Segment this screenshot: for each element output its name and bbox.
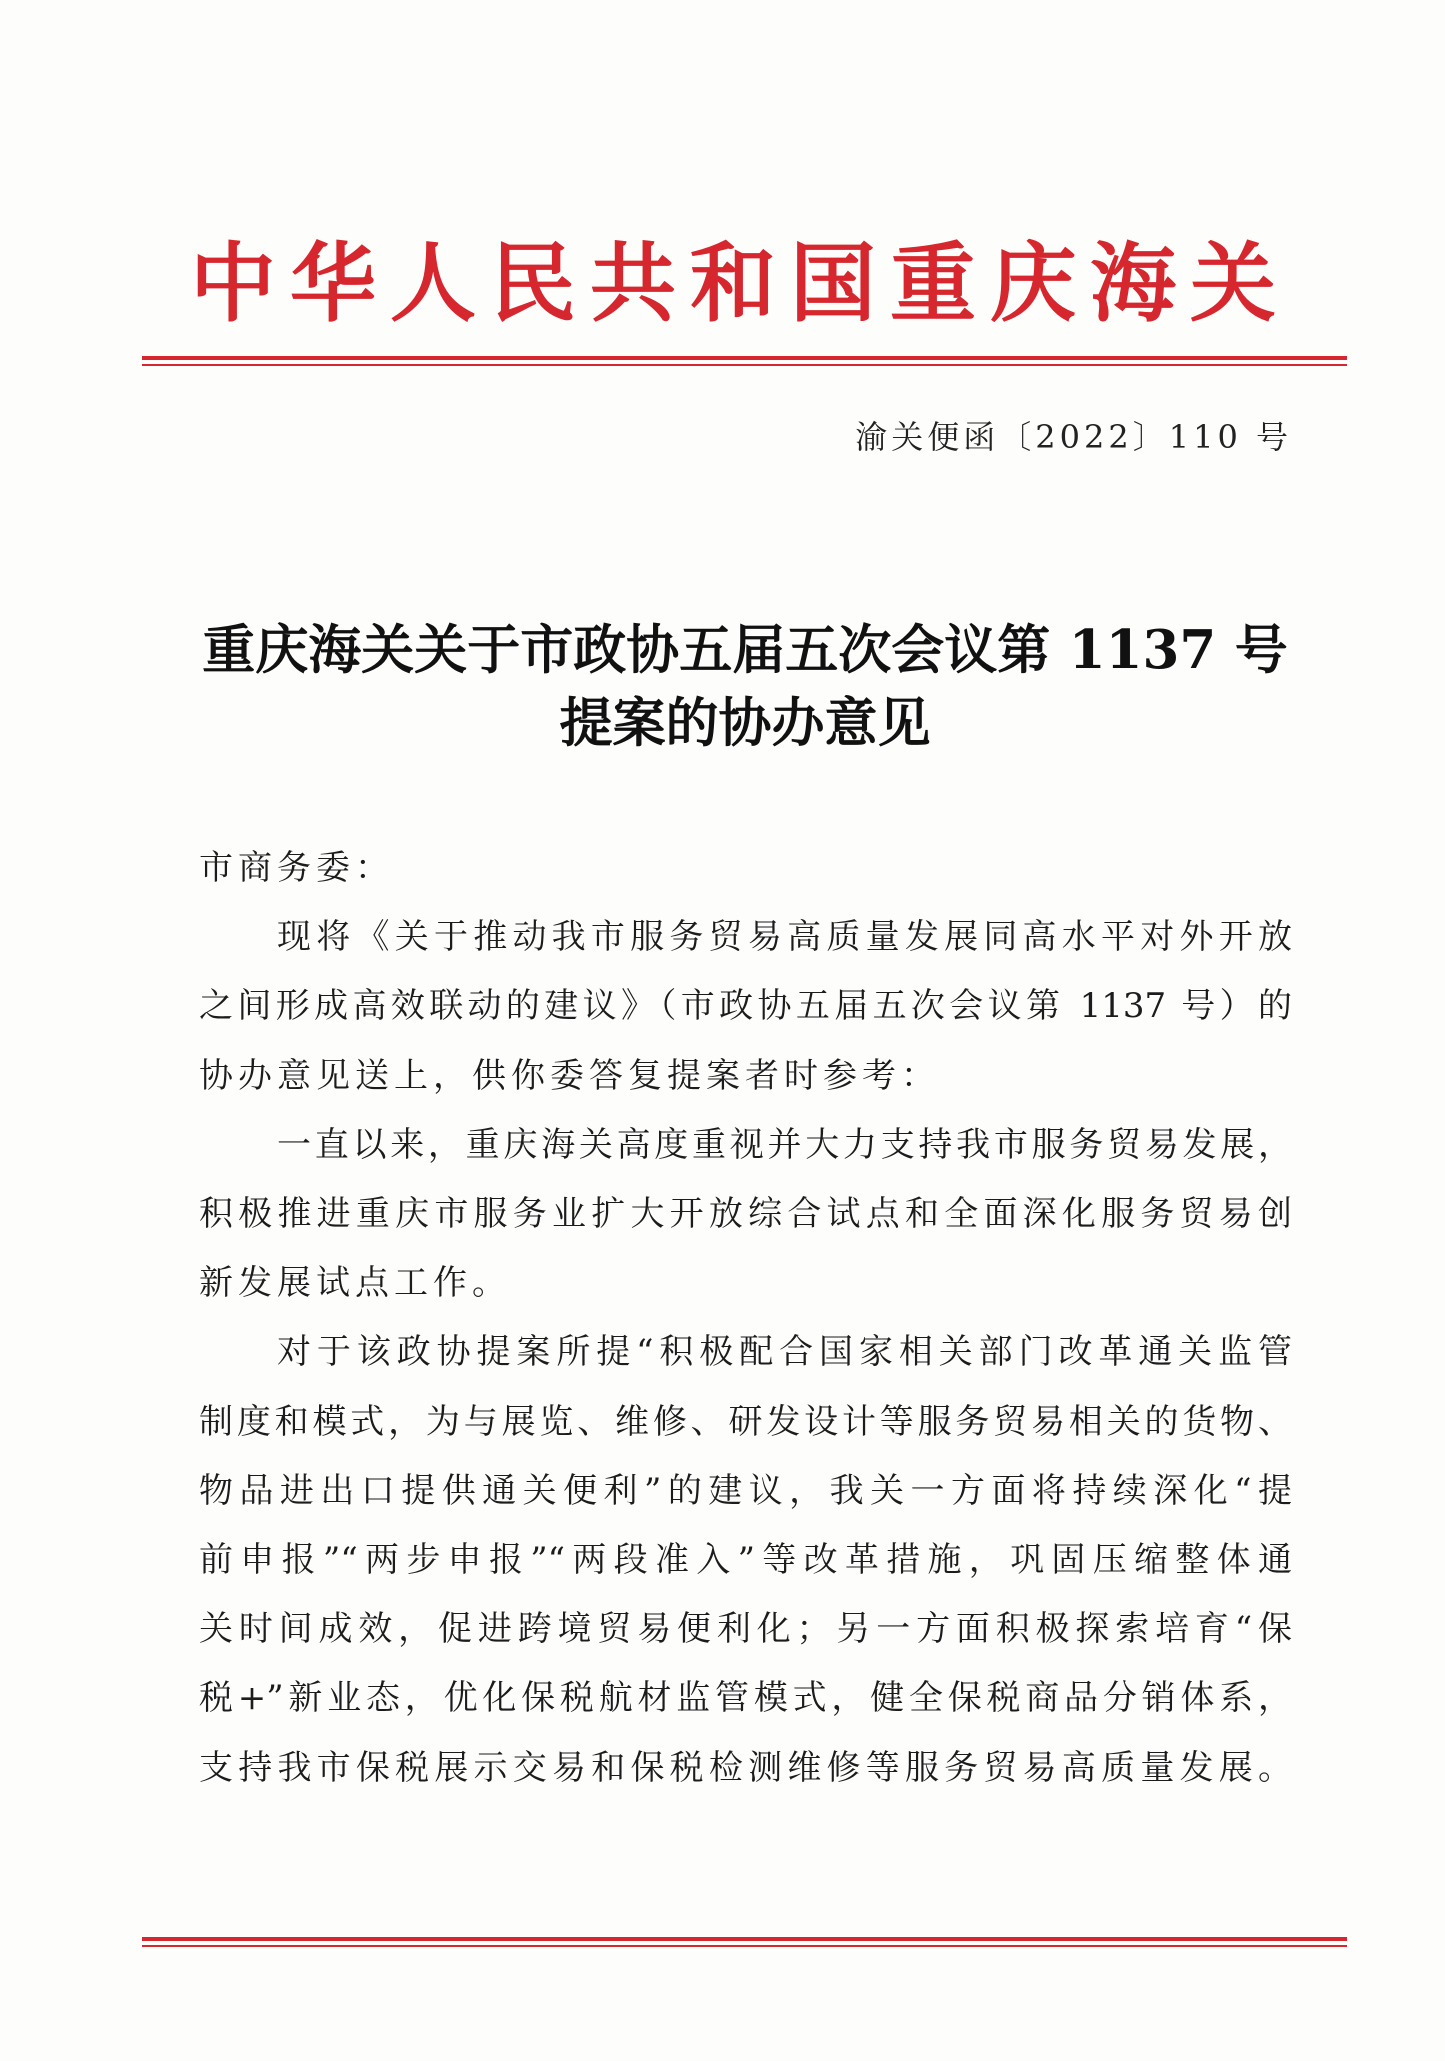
paragraph-2 xyxy=(199,1111,1292,1319)
paragraph-line: 协办意见送上，供你委答复提案者时参考： xyxy=(199,1055,940,1096)
paragraph-line: 新发展试点工作。 xyxy=(199,1263,511,1304)
letterhead-rule-thick xyxy=(142,356,1347,360)
paragraph-line: 对于该政协提案所提“积极配合国家相关部门改革通关监管 xyxy=(277,1332,1292,1373)
document-body xyxy=(199,834,1292,1803)
letterhead-organization: 中华人民共和国重庆海关 xyxy=(190,233,1290,334)
paragraph-line: 现将《关于推动我市服务贸易高质量发展同高水平对外开放 xyxy=(277,917,1292,958)
paragraph-line: 积极推进重庆市服务业扩大开放综合试点和全面深化服务贸易创 xyxy=(199,1194,1292,1235)
paragraph-line: 关时间成效，促进跨境贸易便利化；另一方面积极探索培育“保 xyxy=(199,1609,1292,1650)
letterhead-rule-thin xyxy=(142,364,1347,366)
paragraph-line: 支持我市保税展示交易和保税检测维修等服务贸易高质量发展。 xyxy=(199,1747,1292,1788)
paragraph-line: 制度和模式，为与展览、维修、研发设计等服务贸易相关的货物、 xyxy=(199,1401,1292,1442)
paragraph-3 xyxy=(199,1318,1292,1802)
footer-rule-thick xyxy=(142,1937,1347,1941)
paragraph-line: 之间形成高效联动的建议》（市政协五届五次会议第 1137 号）的 xyxy=(199,986,1292,1027)
paragraph-line: 一直以来，重庆海关高度重视并大力支持我市服务贸易发展， xyxy=(277,1124,1292,1165)
document-title xyxy=(200,614,1290,760)
title-line: 提案的协办意见 xyxy=(559,692,931,754)
paragraph-line: 前申报”“两步申报”“两段准入”等改革措施，巩固压缩整体通 xyxy=(199,1540,1292,1581)
document-number: 渝关便函〔2022〕110 号 xyxy=(855,418,1292,456)
paragraph-1 xyxy=(199,903,1292,1111)
footer-rule-thin xyxy=(142,1945,1347,1947)
title-line: 重庆海关关于市政协五届五次会议第 1137 号 xyxy=(202,619,1288,681)
salutation: 市商务委： xyxy=(199,848,394,888)
paragraph-line: 税+”新业态，优化保税航材监管模式，健全保税商品分销体系， xyxy=(199,1678,1292,1719)
paragraph-line: 物品进出口提供通关便利”的建议，我关一方面将持续深化“提 xyxy=(199,1470,1292,1511)
